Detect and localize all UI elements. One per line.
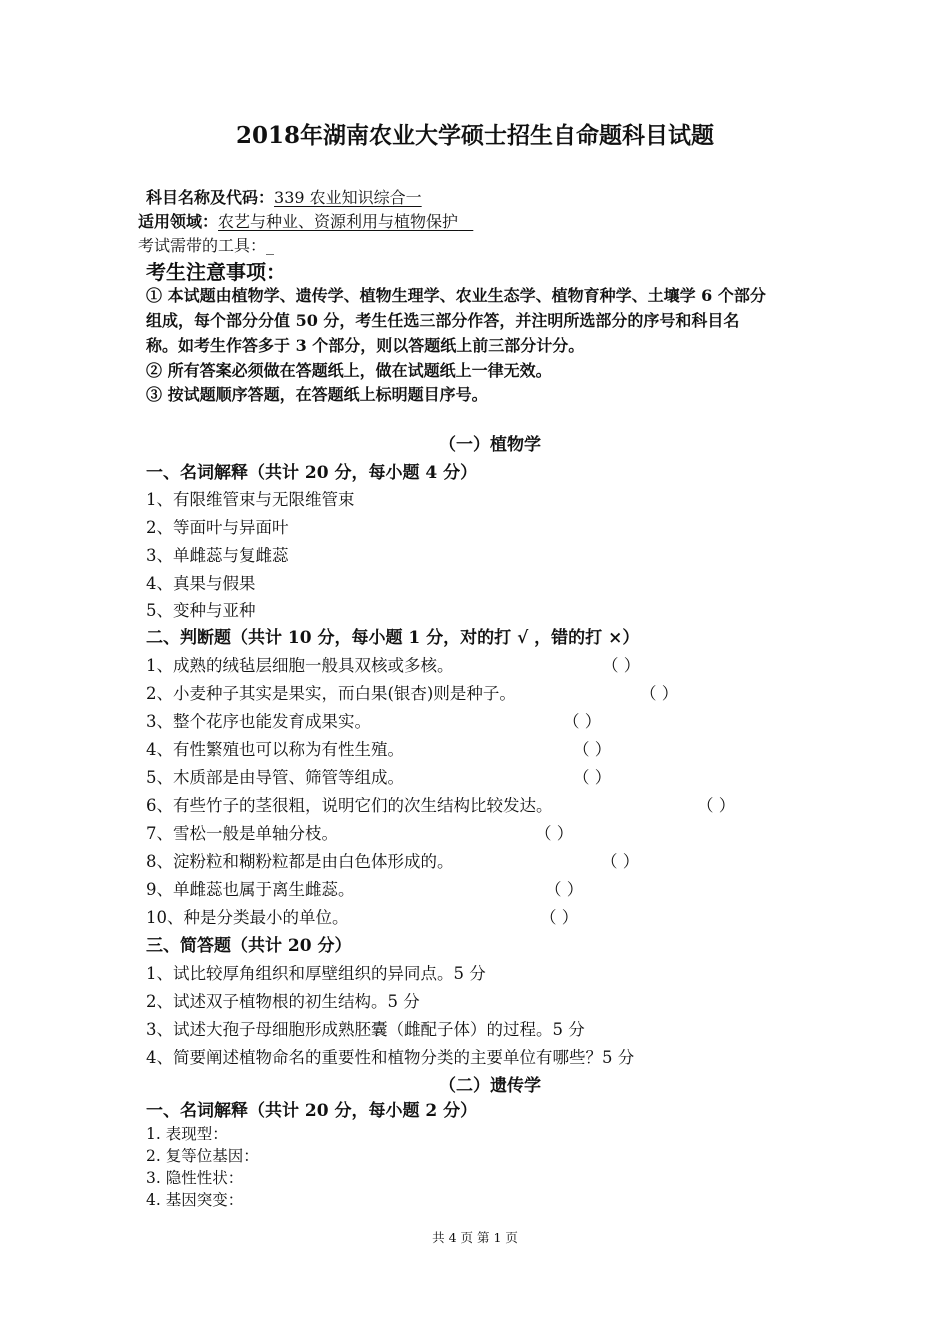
subject-label: 科目名称及代码：: [146, 188, 275, 207]
judge-item: 2、小麦种子其实是果实，而白果(银杏)则是种子。: [146, 684, 516, 703]
answer-paren: （ ）: [573, 740, 612, 759]
list-item: 2、试述双子植物根的初生结构。5 分: [146, 992, 420, 1011]
part-heading: 一、名词解释（共计 20 分，每小题 4 分）: [146, 463, 478, 483]
list-item: 3. 隐性性状：: [146, 1169, 244, 1187]
answer-paren: （ ）: [545, 880, 584, 899]
subject-value: 339 农业知识综合一: [274, 188, 422, 207]
list-item: 1. 表现型：: [146, 1125, 228, 1143]
answer-paren: （ ）: [535, 824, 574, 843]
judge-item: 1、成熟的绒毡层细胞一般具双核或多核。: [146, 656, 454, 675]
part-heading: 二、判断题（共计 10 分，每小题 1 分，对的打 √ ，错的打 ×）: [146, 628, 640, 648]
list-item: 1、试比较厚角组织和厚壁组织的异同点。5 分: [146, 964, 486, 983]
judge-item: 5、木质部是由导管、筛管等组成。: [146, 768, 404, 787]
list-item: 5、变种与亚种: [146, 601, 256, 620]
list-item: 4、真果与假果: [146, 574, 256, 593]
list-item: 4、简要阐述植物命名的重要性和植物分类的主要单位有哪些？5 分: [146, 1048, 635, 1067]
notice-line: 组成，每个部分分值 50 分，考生任选三部分作答，并注明所选部分的序号和科目名: [146, 311, 740, 330]
field-row: [138, 214, 473, 230]
tools-row: [138, 238, 274, 254]
answer-paren: （ ）: [601, 852, 640, 871]
tools-label: 考试需带的工具：: [138, 236, 267, 255]
answer-paren: （ ）: [697, 796, 736, 815]
judge-item: 9、单雌蕊也属于离生雌蕊。: [146, 880, 355, 899]
part-heading: 一、名词解释（共计 20 分，每小题 2 分）: [146, 1101, 478, 1121]
section-title-genetics: （二）遗传学: [439, 1076, 541, 1096]
notice-line: ② 所有答案必须做在答题纸上，做在试题纸上一律无效。: [146, 361, 552, 380]
notice-line: ③ 按试题顺序答题，在答题纸上标明题目序号。: [146, 385, 488, 404]
notice-line: ① 本试题由植物学、遗传学、植物生理学、农业生态学、植物育种学、土壤学 6 个部分: [146, 286, 766, 305]
field-label: 适用领域：: [138, 212, 219, 231]
answer-paren: （ ）: [573, 768, 612, 787]
answer-paren: （ ）: [540, 908, 579, 927]
answer-paren: （ ）: [602, 656, 641, 675]
section-title-botany: （一）植物学: [439, 435, 541, 455]
answer-paren: （ ）: [640, 684, 679, 703]
exam-title: 2018年湖南农业大学硕士招生自命题科目试题: [235, 122, 714, 149]
page-footer: 共 4 页 第 1 页: [432, 1230, 518, 1245]
list-item: 3、试述大孢子母细胞形成熟胚囊（雌配子体）的过程。5 分: [146, 1020, 585, 1039]
list-item: 4. 基因突变：: [146, 1191, 244, 1209]
judge-item: 3、整个花序也能发育成果实。: [146, 712, 371, 731]
judge-item: 10、种是分类最小的单位。: [146, 908, 349, 927]
tools-value: _: [266, 236, 275, 255]
list-item: 1、有限维管束与无限维管束: [146, 490, 355, 509]
part-heading: 三、简答题（共计 20 分）: [146, 936, 352, 956]
judge-item: 7、雪松一般是单轴分枝。: [146, 824, 338, 843]
list-item: 2. 复等位基因：: [146, 1147, 259, 1165]
field-value: 农艺与种业、资源利用与植物保护: [218, 212, 459, 231]
list-item: 2、等面叶与异面叶: [146, 518, 289, 537]
judge-item: 4、有性繁殖也可以称为有性生殖。: [146, 740, 404, 759]
judge-item: 8、淀粉粒和糊粉粒都是由白色体形成的。: [146, 852, 454, 871]
notice-line: 称。如考生作答多于 3 个部分，则以答题纸上前三部分计分。: [146, 336, 585, 355]
answer-paren: （ ）: [563, 712, 602, 731]
list-item: 3、单雌蕊与复雌蕊: [146, 546, 289, 565]
judge-item: 6、有些竹子的茎很粗，说明它们的次生结构比较发达。: [146, 796, 553, 815]
subject-row: [146, 190, 422, 206]
notice-heading: 考生注意事项：: [146, 260, 286, 284]
